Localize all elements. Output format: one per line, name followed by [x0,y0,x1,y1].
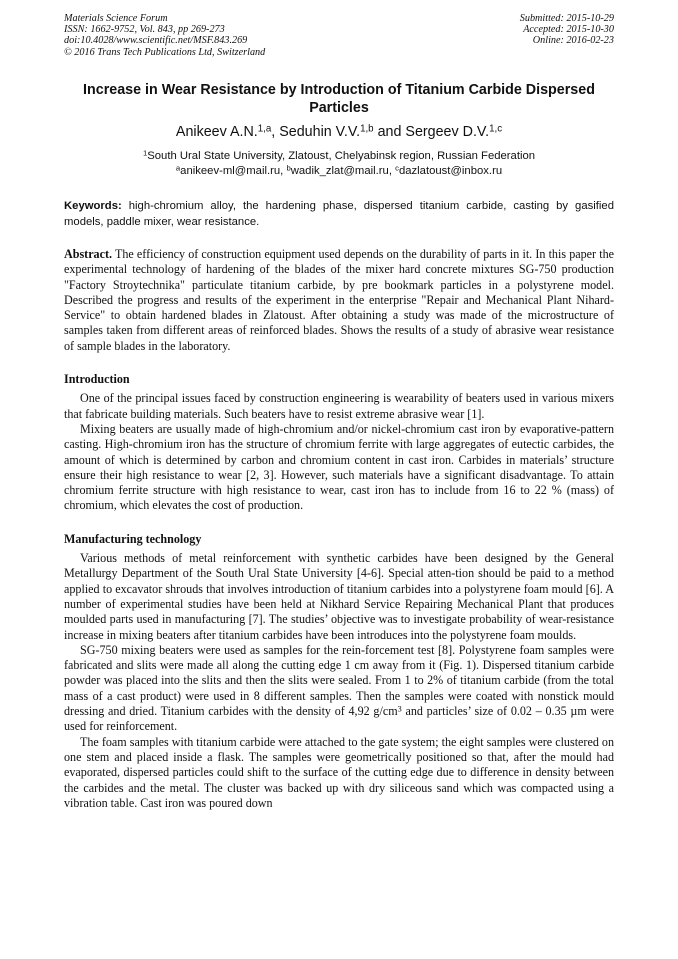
journal-doi: doi:10.4028/www.scientific.net/MSF.843.269 [64,35,248,47]
abstract [64,247,614,354]
paragraph [64,643,614,735]
section-heading-manufacturing: Manufacturing technology [64,531,202,546]
email-link[interactable]: wadik_zlat@mail.ru [290,165,389,177]
author-name: Seduhin V.V. [279,124,361,140]
paragraph-text: and particles’ size of 0.02 – 0.35 µm were used for reinforcement. [64,704,615,734]
email-link[interactable]: dazlatoust@inbox.ru [398,165,503,177]
journal-header [64,13,265,58]
email-sup: b [286,163,291,173]
accepted-date: Accepted: 2015-10-30 [523,24,614,36]
paper-body [64,247,614,811]
section-heading-introduction: Introduction [64,372,130,387]
author-separator: , [271,124,280,140]
submission-dates [520,13,614,47]
affiliations [64,149,614,179]
author-name: Sergeev D.V. [405,124,490,140]
author-affil-sup: 1,a [257,123,272,135]
journal-name: Materials Science Forum [64,13,168,24]
paragraph: One of the principal issues faced by construction engineering is wearability of beaters used in various mixers that fabricate building materials. Such beaters have to resist extreme abrasive wear [1]. [64,391,614,421]
email-sup: c [395,163,399,173]
email-line [64,164,614,179]
keywords-text: high-chromium alloy, the hardening phase, dispersed titanium carbide, casting by gasified models, paddle mixer, wear resistance. [64,200,614,228]
journal-issn: ISSN: 1662-9752, Vol. 843, pp 269-273 [64,24,225,36]
keywords [64,199,614,230]
author-affil-sup: 1,b [360,123,374,135]
author-separator: and [373,124,406,140]
unit-exponent: 3 [397,704,402,714]
paper-title: Increase in Wear Resistance by Introduction of Titanium Carbide Dispersed Particles [83,82,595,116]
paragraph: The foam samples with titanium carbide were attached to the gate system; the eight samples were clustered on one stem and placed inside a flask. The samples were geometrically positioned so that, after the mould had evaporated, dispersed particles could shift to the surface of the cutting edge due to difference in density between the carbides and the metal. The cluster was backed up with dry siliceous sand which was compacted using a vibration table. Cast iron was poured down [64,734,614,810]
email-separator: , [388,165,396,177]
paragraph: Mixing beaters are usually made of high-chromium and/or nickel-chromium cast iron by evaporative-pattern casting. High-chromium iron has the structure of chromium ferrite with large aggregates of eutectic carbides, the amount of which is determined by carbon and chromium content in cast iron. Carbides in materials’ structure ensure their high resistance to wear [2, 3]. However, such materials have a significant disadvantage. To attain chromium ferrite structure with high resistance to wear, cast iron has to include from 16 to 22 % (mass) of chromium, which elevates the cost of production. [64,421,614,513]
affiliation-text: South Ural State University, Zlatoust, Chelyabinsk region, Russian Federation [147,150,536,162]
author-list [64,123,614,141]
online-date: Online: 2016-02-23 [532,35,614,47]
submitted-date: Submitted: 2015-10-29 [519,13,614,24]
affiliation-sup: 1 [142,148,148,158]
email-separator: , [280,165,287,177]
author-affil-sup: 1,c [489,123,503,135]
paragraph-text: SG-750 mixing beaters were used as samples for the rein-forcement test [8]. Polystyrene foam samples were fabricated and slits were made all along the cutting edge 1 cm away from it (Fig. 1). Dispersed titanium carbide powder was placed into the slits and then the slits were sealed. From 1 to 2% of titanium carbide (from the total mass of a cast product) were used in 8 different samples. Then the samples were coated with nonstick mould dressing and dried. Titanium carbides with the density of 4,92 g/cm [64,642,614,719]
email-sup: a [175,163,181,173]
keywords-label: Keywords: [64,200,122,212]
paragraph: Various methods of metal reinforcement with synthetic carbides have been designed by the General Metallurgy Department of the South Ural State University [4-6]. Special atten-tion should be paid to a method applied to excavator shrouds that involves introduction of titanium carbides into a polystyrene foam mould [6]. A number of experimental studies have been held at Nikhard Service Repairing Mechanical Plant that produces moulded parts used in manufacturing [7]. The studies’ objective was to investigate probability of wear-resistance increase in mixing beaters after titanium carbides have been introduces into the polystyrene foam moulds. [64,551,614,642]
email-link[interactable]: anikeev-ml@mail.ru [180,165,281,177]
abstract-label: Abstract. [64,247,113,261]
journal-copyright: © 2016 Trans Tech Publications Ltd, Switzerland [64,46,266,58]
author-name: Anikeev A.N. [175,124,258,140]
affiliation-line [64,149,614,164]
abstract-text: The efficiency of construction equipment used depends on the durability of parts in it. In this paper the experimental technology of hardening of the blades of the mixer hard concrete mixtures SG-750 production "Factory Stroytechnika" particulate titanium carbide, by pre bookmark particles in a polystyrene model. Described the progress and results of the experiment in the enterprise "Repair and Mechanical Plant Nihard-Service" to obtain hardened blades in Zlatoust. After obtaining a study was made of the microstructure of samples taken from different areas of reinforced blades. Shows the results of a study of abrasive wear resistance of sample blades in the laboratory. [64,247,614,353]
